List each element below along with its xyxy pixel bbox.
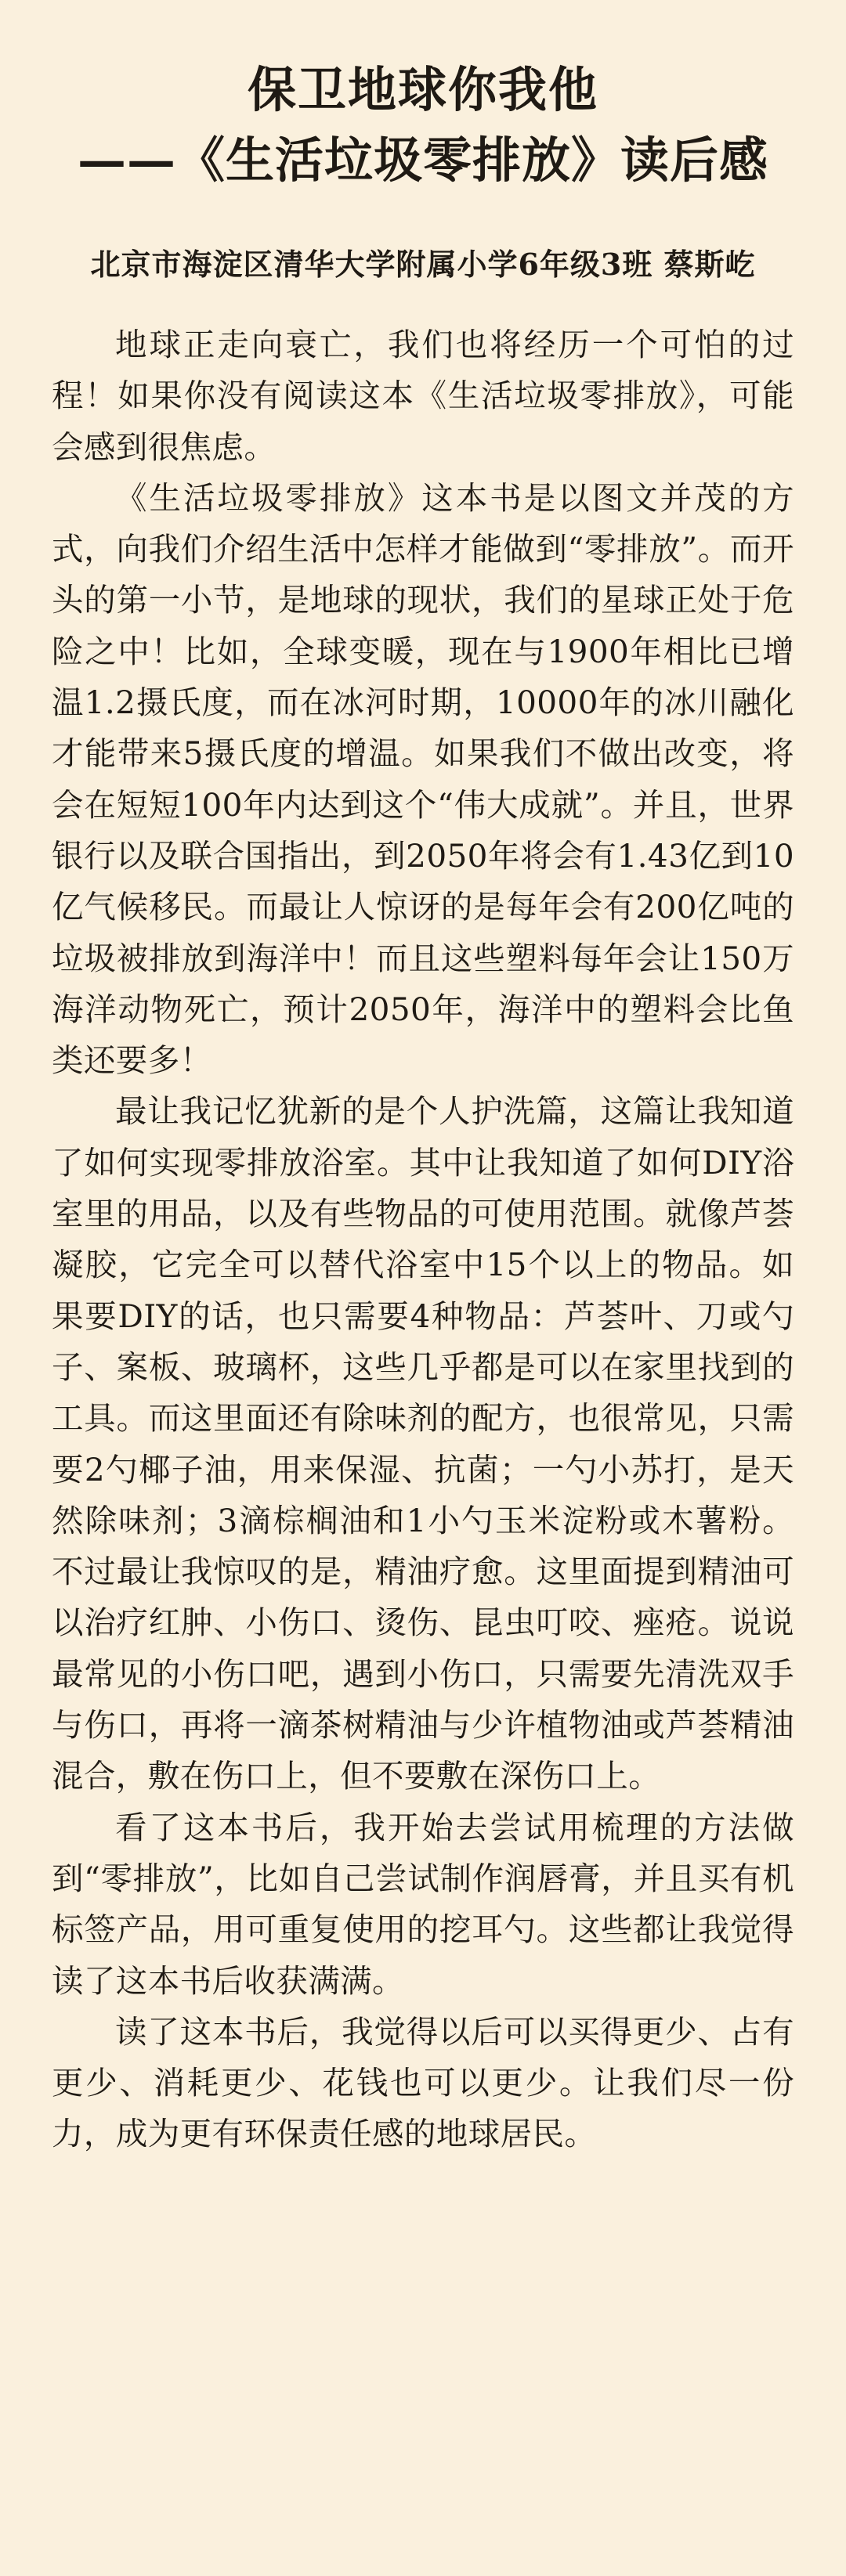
paragraph-3: 最让我记忆犹新的是个人护洗篇，这篇让我知道了如何实现零排放浴室。其中让我知道了如何DIY浴室里的用品，以及有些物品的可使用范围。就像芦荟凝胶，它完全可以替代浴室中15个以上的物品。如果要DIY的话，也只需要4种物品：芦荟叶、刀或勺子、案板、玻璃杯，这些几乎都是可以在家里找到的工具。而这里面还有除味剂的配方，也很常见，只需要2勺椰子油，用来保湿、抗菌；一勺小苏打，是天然除味剂；3滴棕榈油和1小勺玉米淀粉或木薯粉。不过最让我惊叹的是，精油疗愈。这里面提到精油可以治疗红肿、小伤口、烫伤、昆虫叮咬、痤疮。说说最常见的小伤口吧，遇到小伤口，只需要先清洗双手与伤口，再将一滴茶树精油与少许植物油或芦荟精油混合，敷在伤口上，但不要敷在深伤口上。 <box>52 1092 794 1795</box>
title-block <box>52 56 794 194</box>
page-title: 保卫地球你我他 <box>247 61 598 118</box>
paragraph-2: 《生活垃圾零排放》这本书是以图文并茂的方式，向我们介绍生活中怎样才能做到“零排放”。而开头的第一小节，是地球的现状，我们的星球正处于危险之中！比如，全球变暖，现在与1900年相比已增温1.2摄氏度，而在冰河时期，10000年的冰川融化才能带来5摄氏度的增温。如果我们不做出改变，将会在短短100年内达到这个“伟大成就”。并且，世界银行以及联合国指出，到2050年将会有1.43亿到10亿气候移民。而最让人惊讶的是每年会有200亿吨的垃圾被排放到海洋中！而且这些塑料每年会让150万海洋动物死亡，预计2050年，海洋中的塑料会比鱼类还要多！ <box>52 478 794 1080</box>
author-byline: 北京市海淀区清华大学附属小学6年级3班 蔡斯屹 <box>90 247 756 282</box>
paragraph-5: 读了这本书后，我觉得以后可以买得更少、占有更少、消耗更少、花钱也可以更少。让我们尽一份力，成为更有环保责任感的地球居民。 <box>52 2012 794 2153</box>
paragraph-4: 看了这本书后，我开始去尝试用梳理的方法做到“零排放”，比如自己尝试制作润唇膏，并且买有机标签产品，用可重复使用的挖耳勺。这些都让我觉得读了这本书后收获满满。 <box>52 1808 794 2000</box>
essay-body <box>52 319 794 2160</box>
paragraph-1: 地球正走向衰亡，我们也将经历一个可怕的过程！如果你没有阅读这本《生活垃圾零排放》，可能会感到很焦虑。 <box>52 326 794 466</box>
page-subtitle: ——《生活垃圾零排放》读后感 <box>77 132 768 189</box>
